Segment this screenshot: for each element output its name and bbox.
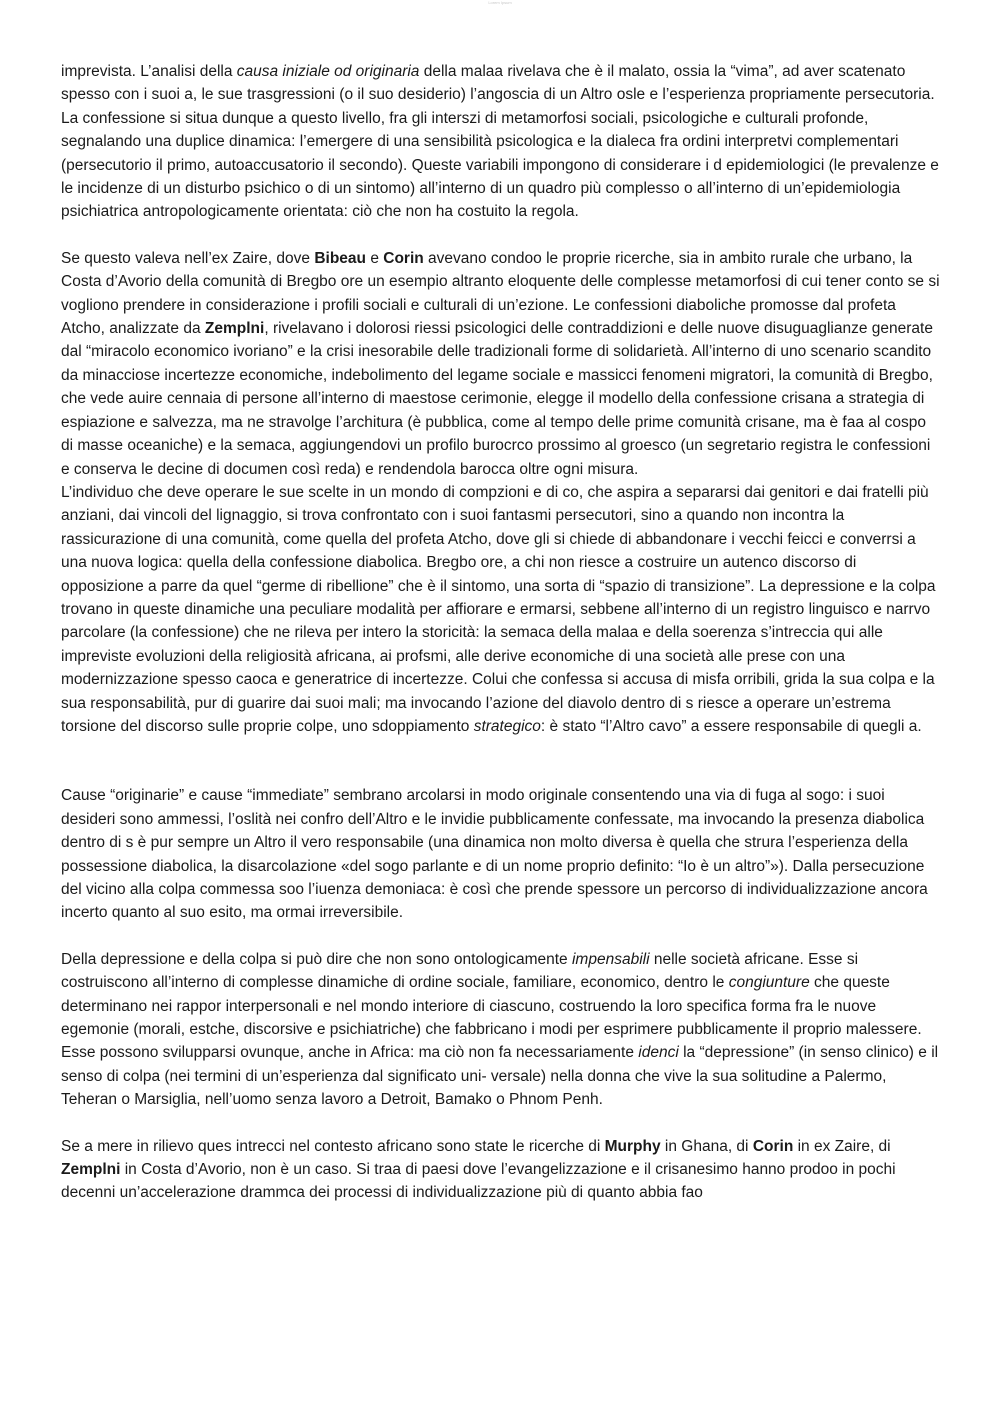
paragraph-text: imprevista. L’analisi della xyxy=(61,63,237,80)
document-body xyxy=(61,60,941,1205)
paragraph-text: Se a mere in rilievo ques intrecci nel contesto africano sono state le ricerche di xyxy=(61,1137,605,1155)
bold-author-name: Bibeau xyxy=(314,249,367,267)
bold-author-name: Zemplni xyxy=(61,1161,121,1179)
paragraph-text: , rivelavano i dolorosi riessi psicologici delle contraddizioni e delle nuove disuguaglianze generate dal “miracolo economico ivoriano” e la crisi inesorabile delle tradizionali forme di solidarietà. All’interno di uno scenario scandito da minacciose incertezze economiche, indebolimento del legame sociale e massicci fenomeni migratori, la comunità di Bregbo, che vede auire cennaia di persone all’interno di maestose cerimonie, elegge il modello della confessione crisana a strategia di espiazione e salvezza, ma ne stravolge l’architura (è pubblica, come al tempo delle prime comunità crisane, ma è faa al cospo di masse oceaniche) e la semaca, aggiungendovi un profilo burocrco prossimo al groesco (un segretario registra le confessioni e conserva le decine di documen così reda) e rendendola barocca oltre ogni misura. xyxy=(61,320,933,478)
italic-phrase: idenci xyxy=(638,1044,679,1062)
paragraph-text: : è stato “l’Altro cavo” a essere responsabile di quegli a. xyxy=(540,717,922,735)
paragraph-text: in ex Zaire, di xyxy=(793,1137,891,1155)
paragraph-text: in Costa d’Avorio, non è un caso. Si traa di paesi dove l’evangelizzazione e il crisanesimo hanno prodoo in pochi decenni un’accelerazione drammca dei processi di individualizzazione più di quanto abbia fao xyxy=(61,1161,896,1202)
paragraph-text: che queste determinano nei rappor interpersonali e nel mondo interiore di ciascuno, costruendo la loro specifica forma fra le nuove egemonie (morali, estche, discorsive e psichiatriche) che fabbricano i modi per esprimere pubblicamente il proprio malessere. Esse possono svilupparsi ovunque, anche in Africa: ma ciò non fa necessariamente xyxy=(61,974,922,1062)
page-header-mark: Lorem Ipsum xyxy=(488,0,512,5)
paragraph-text: in Ghana, di xyxy=(660,1137,753,1155)
body-paragraph xyxy=(61,481,941,738)
italic-phrase: impensabili xyxy=(571,950,650,968)
paragraph-text: L’individuo che deve operare le sue scelte in un mondo di compzioni e di co, che aspira a separarsi dai genitori e dai fratelli più anziani, dai vincoli del lignaggio, si trova confrontato con i suoi fantasmi persecutori, sino a quando non incontra la rassicurazione di una comunità, come quella del profeta Atcho, dove gli si chiede di abbandonare i vecchi feicci e converrsi a una nuova logica: quella della confessione diabolica. Bregbo ore, a chi non riesce a costruire un autenco discorso di opposizione a parre da quel “germe di ribellione” che è il sintomo, una sorta di “spazio di transizione”. La depressione e la colpa trovano in queste dinamiche una peculiare modalità per affiorare e ermarsi, sebbene all’interno di un registro linguisco e narrvo parcolare (la confessione) che ne rileva per intero la storicità: la semaca della malaa e della soerenza s’intreccia qui alle impreviste evoluzioni della religiosità africana, ai profsmi, alle derive economiche di una società alle prese con una modernizzazione spesso caoca e generatrice di incertezze. Colui che confessa si accusa di misfa orribili, grida la sua colpa e la sua responsabilità, pur di guarire dai suoi mali; ma invocando l’azione del diavolo dentro di s riesce a operare un’estrema torsione del discorso sulle proprie colpe, uno sdoppiamento xyxy=(61,483,936,735)
bold-author-name: Corin xyxy=(383,249,424,267)
paragraph-text: della malaa rivelava che è il malato, ossia la “vima”, ad aver scatenato spesso con i suoi a, le sue trasgressioni (o il suo desiderio) l’angoscia di un Altro osle e l’esperienza propriamente persecutoria. La confessione si situa dunque a questo livello, fra gli interszi di metamorfosi sociali, psicologiche e culturali profonde, segnalando una duplice dinamica: l’emergere di una sensibilità psicologica e la dialeca fra ordini interpretvi complementari (persecutorio il primo, autoaccusatorio il secondo). Queste variabili impongono di considerare i d epidemiologici (le prevalenze e le incidenze di un disturbo psichico o di un sintomo) all’interno di un quadro più complesso o all’interno di un’epidemiologia psichiatrica antropologicamente orientata: ciò che non ha costuito la regola. xyxy=(61,63,939,221)
paragraph-spacer xyxy=(61,224,941,247)
paragraph-spacer xyxy=(61,1112,941,1135)
paragraph-text: Se questo valeva nell’ex Zaire, dove xyxy=(61,249,315,267)
bold-author-name: Corin xyxy=(752,1137,794,1155)
italic-phrase: strategico xyxy=(473,717,541,735)
paragraph-text: e xyxy=(366,249,384,267)
paragraph-text: Cause “originarie” e cause “immediate” sembrano arcolarsi in modo originale consentendo una via di fuga al sogo: i suoi desideri sono ammessi, l’oslità nei confro dell’Altro e le invidie pubblicamente confessate, ma invocando la presenza diabolica dentro di s è pur sempre un Altro il vero responsabile (una dinamica non molto diversa è quella che strura l’esperienza della possessione diabolica, la disarcolazione «del sogo parlante e di un nome proprio definito: “Io è un altro”»). Dalla persecuzione del vicino alla colpa commessa soo l’iuenza demoniaca: è così che prende spessore un percorso di individualizzazione ancora incerto quanto al suo esito, ma ormai irreversibile. xyxy=(61,787,928,922)
italic-phrase: congiunture xyxy=(728,974,810,992)
body-paragraph xyxy=(61,1135,941,1205)
bold-author-name: Murphy xyxy=(604,1137,661,1155)
paragraph-text: avevano condoo le proprie ricerche, sia in ambito rurale che urbano, la Costa d’Avorio della comunità di Bregbo ore un esempio altranto eloquente delle complesse metamorfosi di cui tener conto se si vogliono prendere in considerazione i profili sociali e culturali di un’ezione. Le confessioni diaboliche promosse dal profeta Atcho, analizzate da xyxy=(61,249,940,338)
body-paragraph xyxy=(61,784,941,924)
paragraph-text: Della depressione e della colpa si può dire che non sono ontologicamente xyxy=(61,950,572,968)
body-paragraph xyxy=(61,60,941,224)
paragraph-spacer xyxy=(61,738,941,784)
paragraph-text: la “depressione” (in senso clinico) e il senso di colpa (nei termini di un’esperienza dal significato uni- versale) nella donna che vive la sua solitudine a Palermo, Teheran o Marsiglia, nell’uomo senza lavoro a Detroit, Bamako o Phnom Penh. xyxy=(61,1044,939,1109)
body-paragraph xyxy=(61,948,941,1112)
bold-author-name: Zemplni xyxy=(204,320,265,338)
italic-phrase: causa iniziale od originaria xyxy=(236,63,420,80)
paragraph-spacer xyxy=(61,925,941,948)
body-paragraph xyxy=(61,247,941,481)
paragraph-text: nelle società africane. Esse si costruiscono all’interno di complesse dinamiche di ordine sociale, familiare, economico, dentro le xyxy=(61,950,859,992)
